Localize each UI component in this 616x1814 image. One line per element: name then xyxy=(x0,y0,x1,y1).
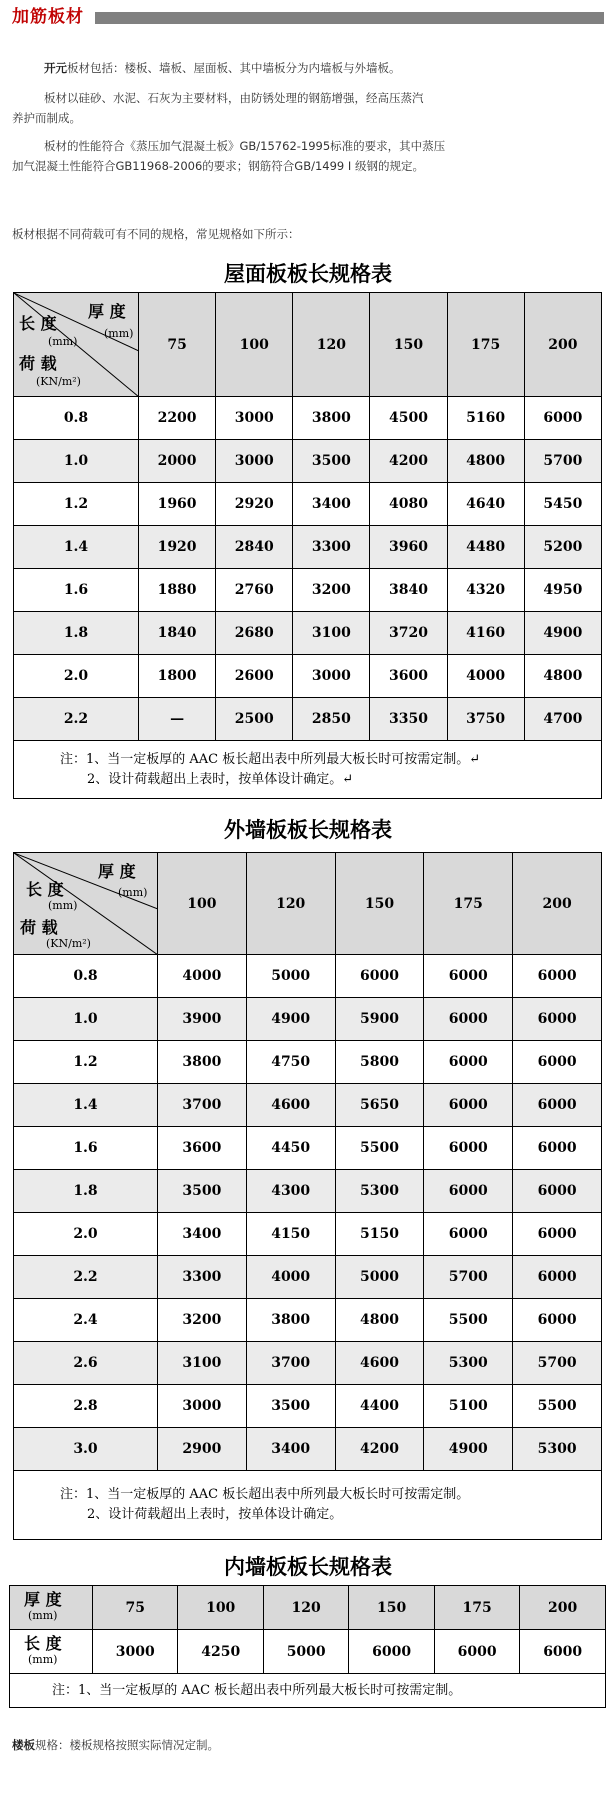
roof-length-cell: 3350 xyxy=(370,698,447,741)
ext-length-cell: 5500 xyxy=(335,1127,424,1170)
table-row xyxy=(14,698,602,741)
table-row xyxy=(14,1041,602,1084)
roof-length-cell: — xyxy=(139,698,216,741)
roof-length-cell: 4160 xyxy=(447,612,524,655)
roof-note-1: 注：1、当一定板厚的 AAC 板长超出表中所列最大板长时可按需定制。↵ xyxy=(60,751,481,767)
roof-load-cell: 2.2 xyxy=(14,698,139,741)
ext-length-cell: 5500 xyxy=(513,1385,602,1428)
ext-length-cell: 5700 xyxy=(424,1256,513,1299)
roof-length-cell: 4480 xyxy=(447,526,524,569)
inner-length-cell: 3000 xyxy=(93,1630,178,1674)
roof-col-header: 200 xyxy=(524,293,601,397)
roof-col-header: 120 xyxy=(293,293,370,397)
ext-length-cell: 4900 xyxy=(246,998,335,1041)
roof-length-cell: 2200 xyxy=(139,397,216,440)
ext-length-cell: 4000 xyxy=(158,955,247,998)
section-header xyxy=(12,6,604,28)
roof-load-cell: 1.2 xyxy=(14,483,139,526)
roof-load-cell: 1.4 xyxy=(14,526,139,569)
ext-col-header: 150 xyxy=(335,853,424,955)
roof-length-cell: 3500 xyxy=(293,440,370,483)
intro-paragraph-3-line-2: 加气混凝土性能符合GB11968-2006的要求；钢筋符合GB/1499 I 级钢的规定。 xyxy=(12,159,424,173)
roof-length-cell: 2920 xyxy=(216,483,293,526)
inner-length-cell: 5000 xyxy=(263,1630,348,1674)
intro-paragraph-2-line-1: 板材以硅砂、水泥、石灰为主要材料，由防锈处理的钢筋增强，经高压蒸汽 xyxy=(44,91,424,105)
ext-length-cell: 3600 xyxy=(158,1127,247,1170)
inner-col-header: 200 xyxy=(520,1586,606,1630)
ext-length-cell: 2900 xyxy=(158,1428,247,1471)
ext-length-cell: 5000 xyxy=(246,955,335,998)
roof-length-cell: 4320 xyxy=(447,569,524,612)
roof-table-title: 屋面板板长规格表 xyxy=(224,261,392,286)
ext-length-cell: 6000 xyxy=(513,1213,602,1256)
table-row xyxy=(14,1213,602,1256)
ext-length-cell: 3800 xyxy=(246,1299,335,1342)
ext-load-cell: 1.2 xyxy=(14,1041,158,1084)
roof-length-cell: 3000 xyxy=(216,397,293,440)
roof-length-cell: 3200 xyxy=(293,569,370,612)
roof-length-cell: 3600 xyxy=(370,655,447,698)
ext-length-cell: 5300 xyxy=(513,1428,602,1471)
ext-load-cell: 3.0 xyxy=(14,1428,158,1471)
ext-length-cell: 6000 xyxy=(335,955,424,998)
ext-length-cell: 5000 xyxy=(335,1256,424,1299)
header-divider-bar xyxy=(95,12,604,24)
ext-length-cell: 4800 xyxy=(335,1299,424,1342)
roof-length-cell: 3100 xyxy=(293,612,370,655)
roof-length-cell: 4640 xyxy=(447,483,524,526)
ext-length-cell: 6000 xyxy=(513,1170,602,1213)
ext-length-cell: 4400 xyxy=(335,1385,424,1428)
roof-corner-cell xyxy=(14,293,139,397)
roof-length-cell: 1840 xyxy=(139,612,216,655)
roof-length-cell: 5700 xyxy=(524,440,601,483)
ext-length-cell: 3700 xyxy=(246,1342,335,1385)
note-row xyxy=(14,1471,602,1540)
ext-length-cell: 4750 xyxy=(246,1041,335,1084)
ext-col-header: 100 xyxy=(158,853,247,955)
inner-col-header: 175 xyxy=(434,1586,519,1630)
inner-thickness-unit: (mm) xyxy=(28,1608,58,1622)
roof-corner-length: 长 度 xyxy=(19,314,57,333)
note-row xyxy=(14,741,602,799)
roof-corner-length-unit: (mm) xyxy=(48,335,78,348)
ext-length-cell: 4900 xyxy=(424,1428,513,1471)
brand-name: 开元 xyxy=(44,61,67,75)
ext-load-cell: 2.2 xyxy=(14,1256,158,1299)
floor-slab-note xyxy=(12,1737,219,1753)
table-row xyxy=(14,1342,602,1385)
ext-load-cell: 1.0 xyxy=(14,998,158,1041)
intro-paragraph-2-line-2: 养护而制成。 xyxy=(12,111,81,125)
roof-length-cell: 3750 xyxy=(447,698,524,741)
ext-length-cell: 5900 xyxy=(335,998,424,1041)
ext-spec-table xyxy=(13,852,602,1540)
ext-length-cell: 5300 xyxy=(424,1342,513,1385)
ext-length-cell: 3000 xyxy=(158,1385,247,1428)
roof-corner-load: 荷 载 xyxy=(19,354,57,373)
ext-length-cell: 3900 xyxy=(158,998,247,1041)
ext-corner-length: 长 度 xyxy=(26,880,64,899)
inner-length-cell: 6000 xyxy=(349,1630,434,1674)
floor-slab-label: 楼板 xyxy=(12,1738,35,1752)
roof-load-cell: 0.8 xyxy=(14,397,139,440)
ext-load-cell: 2.4 xyxy=(14,1299,158,1342)
ext-length-cell: 6000 xyxy=(424,1084,513,1127)
table-row xyxy=(14,1428,602,1471)
ext-corner-load: 荷 载 xyxy=(20,918,58,937)
roof-length-cell: 2680 xyxy=(216,612,293,655)
ext-length-cell: 3400 xyxy=(158,1213,247,1256)
ext-length-cell: 6000 xyxy=(424,1170,513,1213)
roof-length-cell: 3720 xyxy=(370,612,447,655)
inner-thickness-label: 厚 度 xyxy=(24,1589,62,1609)
ext-length-cell: 5700 xyxy=(513,1342,602,1385)
roof-corner-thickness: 厚 度 xyxy=(88,302,126,321)
ext-length-cell: 6000 xyxy=(424,1041,513,1084)
ext-length-cell: 4200 xyxy=(335,1428,424,1471)
ext-length-cell: 6000 xyxy=(513,1041,602,1084)
ext-length-cell: 6000 xyxy=(513,1084,602,1127)
intro-paragraph-1 xyxy=(44,58,604,78)
roof-length-cell: 6000 xyxy=(524,397,601,440)
ext-length-cell: 5100 xyxy=(424,1385,513,1428)
table-row xyxy=(14,655,602,698)
ext-corner-thickness: 厚 度 xyxy=(98,862,136,881)
inner-length-cell: 6000 xyxy=(520,1630,606,1674)
ext-length-cell: 3700 xyxy=(158,1084,247,1127)
ext-note-1: 注：1、当一定板厚的 AAC 板长超出表中所列最大板长时可按需定制。 xyxy=(60,1487,470,1502)
ext-length-cell: 6000 xyxy=(424,1213,513,1256)
inner-length-cell: 4250 xyxy=(178,1630,263,1674)
ext-length-cell: 6000 xyxy=(513,998,602,1041)
table-row xyxy=(14,483,602,526)
roof-length-cell: 1920 xyxy=(139,526,216,569)
ext-length-cell: 6000 xyxy=(513,1127,602,1170)
roof-length-cell: 2500 xyxy=(216,698,293,741)
ext-length-cell: 5650 xyxy=(335,1084,424,1127)
ext-length-cell: 4450 xyxy=(246,1127,335,1170)
table-row xyxy=(14,998,602,1041)
roof-length-cell: 3960 xyxy=(370,526,447,569)
ext-length-cell: 3500 xyxy=(246,1385,335,1428)
roof-length-cell: 3800 xyxy=(293,397,370,440)
inner-table-title: 内墙板板长规格表 xyxy=(224,1554,392,1579)
ext-corner-cell xyxy=(14,853,158,955)
roof-load-cell: 2.0 xyxy=(14,655,139,698)
ext-col-header: 200 xyxy=(513,853,602,955)
ext-length-cell: 5150 xyxy=(335,1213,424,1256)
ext-length-cell: 4000 xyxy=(246,1256,335,1299)
ext-length-cell: 3200 xyxy=(158,1299,247,1342)
ext-length-cell: 6000 xyxy=(513,1256,602,1299)
roof-spec-table xyxy=(13,292,602,799)
roof-col-header: 175 xyxy=(447,293,524,397)
intro-paragraph-3-line-1: 板材的性能符合《蒸压加气混凝土板》GB/15762-1995标准的要求，其中蒸压 xyxy=(44,139,446,153)
roof-length-cell: 4950 xyxy=(524,569,601,612)
ext-length-cell: 3300 xyxy=(158,1256,247,1299)
ext-load-cell: 1.8 xyxy=(14,1170,158,1213)
ext-note-2: 2、设计荷载超出上表时，按单体设计确定。 xyxy=(87,1507,343,1522)
ext-corner-load-unit: (KN/m²) xyxy=(46,937,91,950)
roof-length-cell: 2850 xyxy=(293,698,370,741)
roof-length-cell: 3000 xyxy=(216,440,293,483)
roof-length-cell: 4200 xyxy=(370,440,447,483)
roof-length-cell: 3000 xyxy=(293,655,370,698)
table-row xyxy=(14,397,602,440)
ext-corner-length-unit: (mm) xyxy=(48,899,78,912)
ext-load-cell: 2.8 xyxy=(14,1385,158,1428)
table-row xyxy=(14,1170,602,1213)
roof-length-cell: 5160 xyxy=(447,397,524,440)
table-row xyxy=(14,955,602,998)
ext-col-header: 175 xyxy=(424,853,513,955)
table-row xyxy=(14,440,602,483)
table-row xyxy=(14,1084,602,1127)
roof-length-cell: 2000 xyxy=(139,440,216,483)
roof-col-header: 100 xyxy=(216,293,293,397)
ext-load-cell: 1.6 xyxy=(14,1127,158,1170)
ext-notes xyxy=(14,1471,602,1540)
roof-note-2: 2、设计荷载超出上表时，按单体设计确定。↵ xyxy=(87,771,354,787)
roof-length-cell: 4800 xyxy=(524,655,601,698)
roof-col-header: 150 xyxy=(370,293,447,397)
roof-length-cell: 2600 xyxy=(216,655,293,698)
table-row xyxy=(14,526,602,569)
table-row xyxy=(14,1256,602,1299)
roof-col-header: 75 xyxy=(139,293,216,397)
roof-length-cell: 1800 xyxy=(139,655,216,698)
roof-length-cell: 4800 xyxy=(447,440,524,483)
ext-length-cell: 4600 xyxy=(246,1084,335,1127)
roof-length-cell: 1880 xyxy=(139,569,216,612)
inner-length-label: 长 度 xyxy=(24,1633,62,1653)
roof-length-cell: 4900 xyxy=(524,612,601,655)
ext-length-cell: 6000 xyxy=(424,1127,513,1170)
inner-col-header: 120 xyxy=(263,1586,348,1630)
roof-corner-thickness-unit: (mm) xyxy=(104,327,134,340)
ext-length-cell: 5500 xyxy=(424,1299,513,1342)
ext-length-cell: 3500 xyxy=(158,1170,247,1213)
roof-length-cell: 4080 xyxy=(370,483,447,526)
ext-length-cell: 3400 xyxy=(246,1428,335,1471)
ext-length-cell: 6000 xyxy=(513,1299,602,1342)
roof-length-cell: 3400 xyxy=(293,483,370,526)
roof-length-cell: 4500 xyxy=(370,397,447,440)
roof-length-cell: 1960 xyxy=(139,483,216,526)
floor-slab-text: 规格：楼板规格按照实际情况定制。 xyxy=(35,1738,219,1752)
inner-thickness-header xyxy=(10,1586,93,1630)
roof-load-cell: 1.0 xyxy=(14,440,139,483)
roof-length-cell: 3300 xyxy=(293,526,370,569)
table-row xyxy=(14,1385,602,1428)
table-row xyxy=(14,612,602,655)
ext-length-cell: 5300 xyxy=(335,1170,424,1213)
inner-length-cell: 6000 xyxy=(434,1630,519,1674)
ext-length-cell: 6000 xyxy=(513,955,602,998)
inner-col-header: 150 xyxy=(349,1586,434,1630)
intro-p1-text: 板材包括：楼板、墙板、屋面板、其中墙板分为内墙板与外墙板。 xyxy=(67,61,401,75)
inner-note: 注：1、当一定板厚的 AAC 板长超出表中所列最大板长时可按需定制。 xyxy=(10,1674,606,1708)
inner-length-header xyxy=(10,1630,93,1674)
ext-length-cell: 6000 xyxy=(424,955,513,998)
roof-notes xyxy=(14,741,602,799)
inner-col-header: 75 xyxy=(93,1586,178,1630)
inner-length-unit: (mm) xyxy=(28,1652,58,1666)
ext-corner-thickness-unit: (mm) xyxy=(118,886,148,899)
ext-length-cell: 4600 xyxy=(335,1342,424,1385)
ext-length-cell: 4150 xyxy=(246,1213,335,1256)
inner-spec-table xyxy=(9,1585,606,1708)
roof-length-cell: 3840 xyxy=(370,569,447,612)
ext-load-cell: 1.4 xyxy=(14,1084,158,1127)
ext-length-cell: 3800 xyxy=(158,1041,247,1084)
roof-corner-load-unit: (KN/m²) xyxy=(36,375,81,388)
roof-length-cell: 5450 xyxy=(524,483,601,526)
section-title: 加筋板材 xyxy=(12,7,84,27)
ext-table-title: 外墙板板长规格表 xyxy=(224,817,392,842)
roof-load-cell: 1.6 xyxy=(14,569,139,612)
ext-length-cell: 3100 xyxy=(158,1342,247,1385)
roof-length-cell: 2840 xyxy=(216,526,293,569)
intro-paragraph-4: 板材根据不同荷载可有不同的规格，常见规格如下所示： xyxy=(12,227,300,241)
ext-length-cell: 5800 xyxy=(335,1041,424,1084)
roof-length-cell: 4000 xyxy=(447,655,524,698)
roof-load-cell: 1.8 xyxy=(14,612,139,655)
inner-col-header: 100 xyxy=(178,1586,263,1630)
roof-length-cell: 4700 xyxy=(524,698,601,741)
ext-load-cell: 2.0 xyxy=(14,1213,158,1256)
ext-col-header: 120 xyxy=(246,853,335,955)
ext-length-cell: 6000 xyxy=(424,998,513,1041)
ext-load-cell: 0.8 xyxy=(14,955,158,998)
roof-length-cell: 2760 xyxy=(216,569,293,612)
roof-length-cell: 5200 xyxy=(524,526,601,569)
table-row xyxy=(14,1127,602,1170)
table-row xyxy=(14,569,602,612)
ext-load-cell: 2.6 xyxy=(14,1342,158,1385)
ext-length-cell: 4300 xyxy=(246,1170,335,1213)
table-row xyxy=(14,1299,602,1342)
